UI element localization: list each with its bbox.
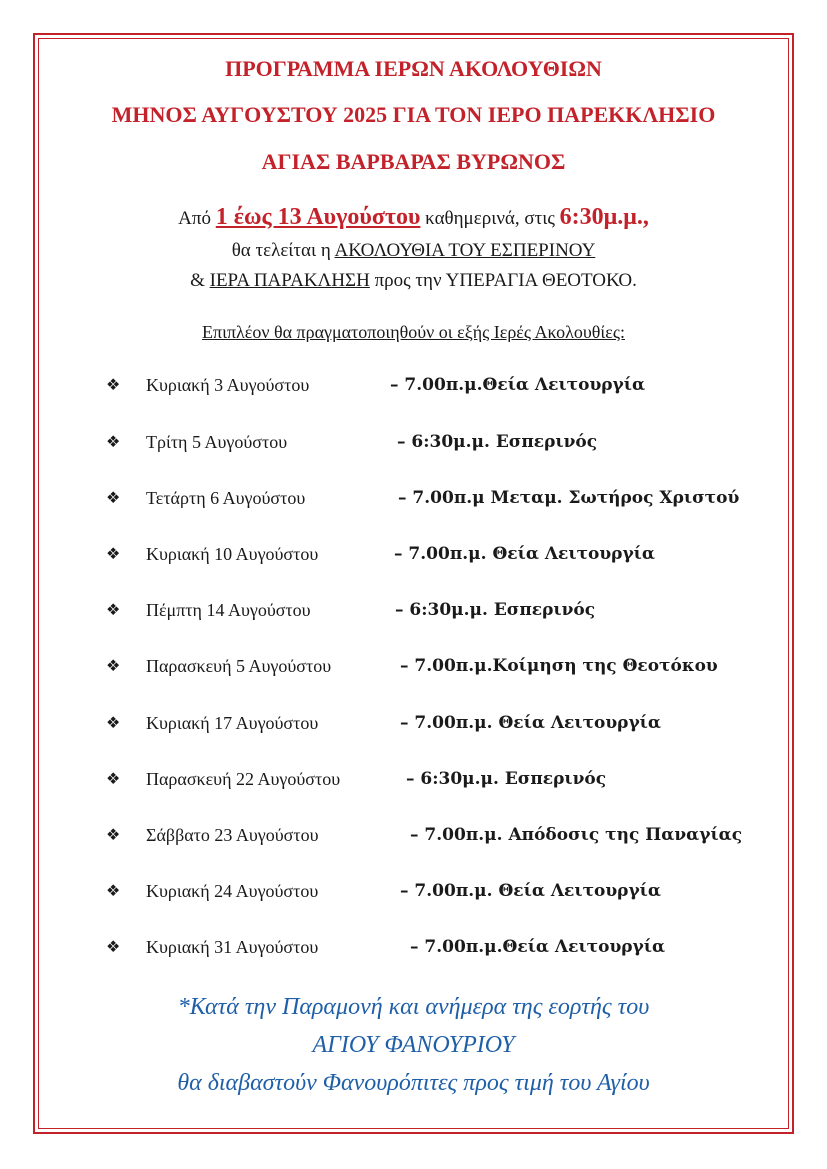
schedule-service: – 7.00π.μ. Απόδοσις της Παναγίας — [410, 825, 743, 845]
schedule-service: – 6:30μ.μ. Εσπερινός — [406, 769, 607, 789]
intro-theotokos: προς την ΥΠΕΡΑΓΙΑ ΘΕΟΤΟΚΟ. — [369, 270, 637, 291]
schedule-service: – 7.00π.μ.Θεία Λειτουργία — [410, 937, 666, 957]
schedule-item — [0, 881, 827, 905]
schedule-item — [0, 488, 827, 512]
schedule-service: – 7.00π.μ. Θεία Λειτουργία — [400, 713, 661, 733]
schedule-item — [0, 656, 827, 680]
schedule-service: – 7.00π.μ. Θεία Λειτουργία — [394, 544, 655, 564]
schedule-day: Τρίτη 5 Αυγούστου — [146, 432, 288, 452]
intro-line-2 — [0, 240, 827, 262]
title-line-1: ΠΡΟΓΡΑΜΜΑ ΙΕΡΩΝ ΑΚΟΛΟΥΘΙΩΝ — [225, 56, 602, 81]
intro-line-3 — [0, 270, 827, 292]
note-line-3: θα διαβαστούν Φανουρόπιτες προς τιμή του Αγίου — [177, 1070, 650, 1096]
schedule-item — [0, 713, 827, 737]
schedule-item — [0, 375, 827, 399]
schedule-day: Πέμπτη 14 Αυγούστου — [146, 600, 311, 620]
schedule-service: – 7.00π.μ.Κοίμηση της Θεοτόκου — [400, 656, 718, 676]
intro-dates: 1 έως 13 Αυγούστου — [215, 204, 421, 230]
schedule-service: – 7.00π.μ. Θεία Λειτουργία — [400, 881, 661, 901]
diamond-bullet-icon: ❖ — [106, 375, 121, 394]
diamond-bullet-icon: ❖ — [106, 937, 121, 956]
intro-ampersand: & — [190, 270, 210, 291]
schedule-item — [0, 600, 827, 624]
subheading: Επιπλέον θα πραγματοποιηθούν οι εξής Ιερές Ακολουθίες: — [202, 322, 625, 342]
schedule-service: – 6:30μ.μ. Εσπερινός — [397, 432, 598, 452]
schedule-day: Κυριακή 17 Αυγούστου — [146, 713, 319, 733]
diamond-bullet-icon: ❖ — [106, 769, 121, 788]
intro-line-1 — [0, 204, 827, 231]
schedule-day: Παρασκευή 5 Αυγούστου — [146, 656, 332, 676]
intro-from: Από — [178, 208, 216, 229]
diamond-bullet-icon: ❖ — [106, 544, 121, 563]
schedule-day: Σάββατο 23 Αυγούστου — [146, 825, 319, 845]
intro-paraklesis: ΙΕΡΑ ΠΑΡΑΚΛΗΣΗ — [209, 270, 370, 291]
schedule-day: Κυριακή 31 Αυγούστου — [146, 937, 319, 957]
diamond-bullet-icon: ❖ — [106, 600, 121, 619]
schedule-service: – 6:30μ.μ. Εσπερινός — [395, 600, 596, 620]
schedule-item — [0, 432, 827, 456]
diamond-bullet-icon: ❖ — [106, 656, 121, 675]
note-line-2: ΑΓΙΟΥ ΦΑΝΟΥΡΙΟΥ — [312, 1032, 515, 1058]
title-line-3: ΑΓΙΑΣ ΒΑΡΒΑΡΑΣ ΒΥΡΩΝΟΣ — [261, 149, 566, 174]
schedule-item — [0, 937, 827, 961]
intro-vespers: ΑΚΟΛΟΥΘΙΑ ΤΟΥ ΕΣΠΕΡΙΝΟΥ — [334, 240, 596, 261]
schedule-day: Κυριακή 10 Αυγούστου — [146, 544, 319, 564]
diamond-bullet-icon: ❖ — [106, 825, 121, 844]
schedule-day: Παρασκευή 22 Αυγούστου — [146, 769, 341, 789]
schedule-item — [0, 544, 827, 568]
intro-daily: καθημερινά, στις — [420, 208, 560, 229]
schedule-service: – 7.00π.μ Μεταμ. Σωτήρος Χριστού — [398, 488, 740, 508]
intro-will-be-held: θα τελείται η — [231, 240, 335, 261]
page-border-inner — [38, 38, 789, 1129]
title-line-2: ΜΗΝΟΣ ΑΥΓΟΥΣΤΟΥ 2025 ΓΙΑ ΤΟΝ ΙΕΡΟ ΠΑΡΕΚΚΛΗΣΙΟ — [111, 102, 716, 127]
diamond-bullet-icon: ❖ — [106, 713, 121, 732]
diamond-bullet-icon: ❖ — [106, 881, 121, 900]
schedule-item — [0, 825, 827, 849]
schedule-service: – 7.00π.μ.Θεία Λειτουργία — [390, 375, 646, 395]
diamond-bullet-icon: ❖ — [106, 488, 121, 507]
schedule-day: Κυριακή 3 Αυγούστου — [146, 375, 310, 395]
diamond-bullet-icon: ❖ — [106, 432, 121, 451]
schedule-day: Τετάρτη 6 Αυγούστου — [146, 488, 306, 508]
intro-time: 6:30μ.μ., — [559, 204, 649, 230]
schedule-day: Κυριακή 24 Αυγούστου — [146, 881, 319, 901]
note-line-1: *Κατά την Παραμονή και ανήμερα της εορτής του — [177, 994, 650, 1020]
schedule-item — [0, 769, 827, 793]
